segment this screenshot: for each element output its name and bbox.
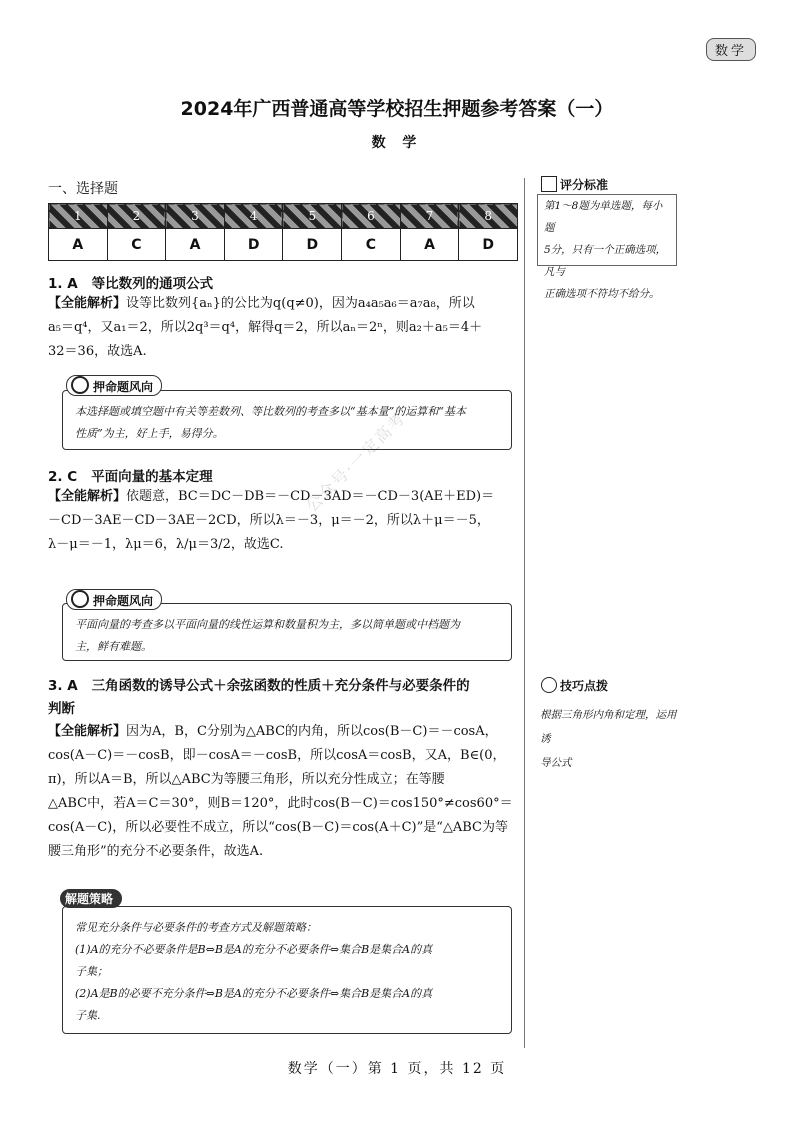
- target-icon: [71, 376, 89, 394]
- answer-cell: A: [166, 229, 225, 261]
- note-label-3: 解题策略: [60, 889, 122, 908]
- answer-table-header-row: [49, 204, 518, 229]
- solution-line: 设等比数列{aₙ}的公比为q(q≠0)，因为a₄a₅a₆＝a₇a₈，所以: [126, 296, 475, 311]
- page-footer: 数学（一）第 1 页，共 12 页: [287, 1061, 507, 1077]
- answer-cell: D: [459, 229, 518, 261]
- scoring-label: 评分标准: [541, 176, 608, 193]
- corner-subject-mark: 数学: [706, 38, 756, 61]
- column-divider: [524, 178, 525, 1048]
- question-number-cell: 4: [224, 204, 283, 229]
- question-number-cell: 3: [166, 204, 225, 229]
- solution-line: cos(A－C)，所以必要性不成立，所以“cos(B－C)＝cos(A＋C)”是“△ABC为等: [48, 820, 509, 835]
- question-number-cell: 6: [342, 204, 401, 229]
- note-line: 子集；: [75, 965, 108, 978]
- question-topic-cont: 判断: [48, 701, 75, 717]
- solution-line: △ABC中，若A＝C＝30°，则B＝120°，此时cos(B－C)＝cos150°≠cos60°＝: [48, 796, 513, 811]
- note-line: 性质”为主，好上手，易得分。: [75, 427, 224, 440]
- question-3-heading: [48, 675, 523, 721]
- answer-cell: D: [283, 229, 342, 261]
- scoring-line: 5分，只有一个正确选项，凡与: [544, 244, 667, 278]
- question-answer: 2. C: [48, 469, 78, 485]
- question-2-solution: [48, 485, 518, 557]
- question-1-heading: [48, 272, 213, 292]
- question-topic: 平面向量的基本定理: [91, 469, 213, 485]
- pencil-icon: [541, 176, 557, 192]
- question-1-solution: [48, 292, 518, 364]
- question-answer: 3. A: [48, 678, 78, 694]
- solution-line: －CD－3AE－CD－3AE－2CD，所以λ＝－3，μ＝－2，所以λ＋μ＝－5，: [48, 513, 490, 528]
- note-label-2: 押命题风向: [66, 589, 162, 610]
- note-line: 常见充分条件与必要条件的考查方式及解题策略：: [75, 921, 317, 934]
- question-2-heading: [48, 465, 213, 485]
- note-line: 本选择题或填空题中有关等差数列、等比数列的考查多以“基本量”的运算和“基本: [75, 405, 466, 418]
- tip-line: 导公式: [540, 757, 572, 769]
- question-number-cell: 8: [459, 204, 518, 229]
- page-title: 2024年广西普通高等学校招生押题参考答案（一）: [180, 98, 614, 120]
- solution-line: λ－μ＝－1，λμ＝6，λ/μ＝3/2，故选C.: [48, 537, 284, 552]
- target-icon: [71, 590, 89, 608]
- solution-line: 因为A，B，C分别为△ABC的内角，所以cos(B－C)＝－cosA，: [126, 724, 498, 739]
- solution-line: cos(A－C)＝－cosB，即－cosA＝－cosB，所以cosA＝cosB，又A，B∈(0，: [48, 748, 506, 763]
- scoring-line: 正确选项不符均不给分。: [544, 288, 660, 300]
- note-box-2: [62, 603, 512, 661]
- analysis-tag: 【全能解析】: [48, 296, 127, 311]
- note-line: 主，鲜有难题。: [75, 640, 152, 653]
- answer-cell: D: [224, 229, 283, 261]
- note-line: 子集.: [75, 1009, 101, 1022]
- answer-cell: A: [49, 229, 108, 261]
- tip-note: [540, 703, 680, 775]
- question-3-solution: [48, 720, 518, 864]
- solution-line: 依题意，BC＝DC－DB＝－CD－3AD＝－CD－3(AE＋ED)＝: [126, 489, 495, 504]
- question-answer: 1. A: [48, 276, 78, 292]
- tip-line: 根据三角形内角和定理，运用诱: [540, 709, 677, 745]
- watermark: 公众号·一定高考: [302, 408, 410, 516]
- answer-cell: A: [400, 229, 459, 261]
- note-line: (2)A是B的必要不充分条件⇔B是A的充分不必要条件⇔集合B是集合A的真: [75, 987, 433, 1000]
- note-line: (1)A的充分不必要条件是B⇔B是A的充分不必要条件⇔集合B是集合A的真: [75, 943, 433, 956]
- note-label-1: 押命题风向: [66, 375, 162, 396]
- solution-line: 32＝36，故选A.: [48, 344, 147, 359]
- analysis-tag: 【全能解析】: [48, 724, 127, 739]
- answer-table-value-row: [49, 229, 518, 261]
- hand-icon: [541, 677, 557, 693]
- note-box-1: [62, 390, 512, 450]
- section-heading: 一、选择题: [48, 181, 118, 197]
- question-number-cell: 1: [49, 204, 108, 229]
- subject-heading: 数 学: [371, 135, 423, 151]
- answer-cell: C: [342, 229, 401, 261]
- answer-table: [48, 203, 518, 261]
- question-topic: 等比数列的通项公式: [91, 276, 214, 292]
- solution-line: 腰三角形”的充分不必要条件，故选A.: [48, 844, 264, 859]
- answer-cell: C: [107, 229, 166, 261]
- question-number-cell: 5: [283, 204, 342, 229]
- question-topic: 三角函数的诱导公式＋余弦函数的性质＋充分条件与必要条件的: [91, 678, 470, 694]
- analysis-tag: 【全能解析】: [48, 489, 127, 504]
- solution-line: a₅＝q⁴，又a₁＝2，所以2q³＝q⁴，解得q＝2，所以aₙ＝2ⁿ，则a₂＋a₅＝4＋: [48, 320, 483, 335]
- note-line: 平面向量的考查多以平面向量的线性运算和数量积为主，多以简单题或中档题为: [75, 618, 460, 631]
- note-box-3: [62, 906, 512, 1034]
- question-number-cell: 7: [400, 204, 459, 229]
- tip-label: 技巧点拨: [541, 677, 608, 694]
- scoring-line: 第1～8题为单选题，每小题: [544, 200, 663, 234]
- scoring-note: [537, 194, 677, 300]
- question-number-cell: 2: [107, 204, 166, 229]
- solution-line: π)，所以A＝B，所以△ABC为等腰三角形，所以充分性成立；在等腰: [48, 772, 445, 787]
